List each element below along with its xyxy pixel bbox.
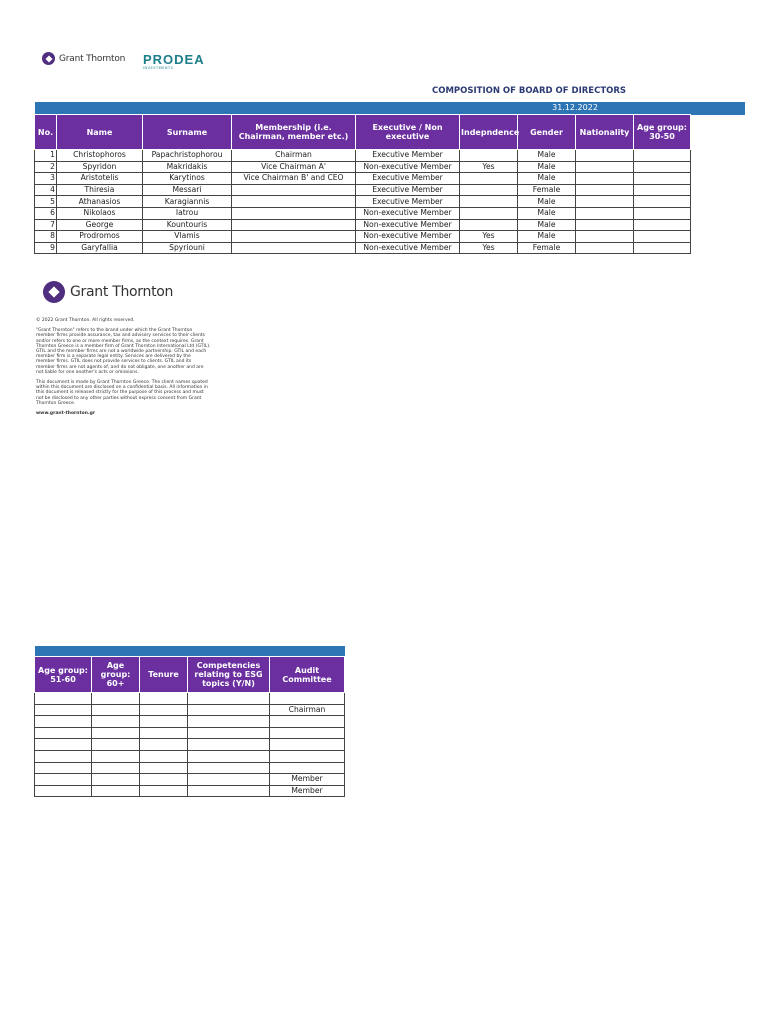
- table-cell: [576, 231, 634, 243]
- table-cell: [634, 184, 691, 196]
- table-cell: Garyfallia: [57, 242, 143, 254]
- table-row: [35, 716, 345, 728]
- table-cell: Thiresia: [57, 184, 143, 196]
- disclaimer-block: [36, 318, 211, 421]
- table-cell: [188, 750, 270, 762]
- grant-thornton-footer-logo: [43, 281, 173, 303]
- table-cell: [460, 173, 518, 185]
- column-header: Name: [57, 115, 143, 150]
- table-row: [35, 704, 345, 716]
- table-cell: [270, 739, 345, 751]
- table-cell: [92, 727, 140, 739]
- prodea-wordmark: PRODEA: [143, 52, 205, 67]
- table-row: [35, 242, 691, 254]
- table-cell: [188, 739, 270, 751]
- table-cell: [634, 150, 691, 162]
- table-cell: Iatrou: [143, 207, 232, 219]
- table-cell: Male: [518, 219, 576, 231]
- table-cell: [188, 693, 270, 705]
- table-cell: [92, 716, 140, 728]
- report-date: 31.12.2022: [552, 103, 598, 112]
- column-header: Executive / Non executive: [356, 115, 460, 150]
- date-band: [35, 102, 691, 115]
- table-cell: [140, 716, 188, 728]
- table-cell: [140, 693, 188, 705]
- table-cell: [188, 716, 270, 728]
- table-row: [35, 739, 345, 751]
- table-cell: [634, 219, 691, 231]
- table-cell: Messari: [143, 184, 232, 196]
- table-cell: 3: [35, 173, 57, 185]
- table-cell: Non-executive Member: [356, 207, 460, 219]
- table-cell: Makridakis: [143, 161, 232, 173]
- table-cell: [35, 693, 92, 705]
- table-cell: [270, 762, 345, 774]
- table-cell: [634, 196, 691, 208]
- table-cell: Member: [270, 774, 345, 786]
- table-cell: [92, 774, 140, 786]
- table-cell: [140, 739, 188, 751]
- table-cell: [576, 242, 634, 254]
- column-header: Tenure: [140, 657, 188, 693]
- table-cell: [576, 207, 634, 219]
- table-cell: Member: [270, 785, 345, 797]
- table-row: [35, 184, 691, 196]
- table-cell: Spyriouni: [143, 242, 232, 254]
- table-row: [35, 762, 345, 774]
- table-cell: Aristotelis: [57, 173, 143, 185]
- column-header: Gender: [518, 115, 576, 150]
- table-cell: [140, 762, 188, 774]
- table-header-row: [35, 115, 691, 150]
- table-cell: [188, 785, 270, 797]
- column-header: Surname: [143, 115, 232, 150]
- table-cell: Male: [518, 207, 576, 219]
- table-cell: [35, 727, 92, 739]
- table-cell: Prodromos: [57, 231, 143, 243]
- table-cell: Vice Chairman A': [232, 161, 356, 173]
- table-cell: Spyridon: [57, 161, 143, 173]
- table-cell: 1: [35, 150, 57, 162]
- table-row: [35, 150, 691, 162]
- table-cell: [270, 716, 345, 728]
- table-cell: [140, 727, 188, 739]
- table-row: [35, 693, 345, 705]
- column-header: Indepndence: [460, 115, 518, 150]
- table-cell: Executive Member: [356, 196, 460, 208]
- table-cell: [270, 693, 345, 705]
- table-cell: [576, 173, 634, 185]
- table-cell: [140, 704, 188, 716]
- table-cell: [634, 161, 691, 173]
- page-title: COMPOSITION OF BOARD OF DIRECTORS: [432, 86, 627, 96]
- table-cell: [576, 196, 634, 208]
- table-cell: [92, 693, 140, 705]
- disclaimer-paragraph-1: "Grant Thornton" refers to the brand under which the Grant Thornton member firms provide assurance, tax and advisory services to their clients and/or refers to one or more member firms, as the context requires. Grant Thornton Greece is a member firm of Grant Thornton International Ltd (GTIL). GTIL and the member firms are not a worldwide partnership. GTIL and each member firm is a separate legal entity. Services are delivered by the member firms. GTIL does not provide services to clients. GTIL and its member firms are not agents of, and do not obligate, one another and are not liable for one another's acts or omissions.: [36, 328, 211, 375]
- table-cell: Male: [518, 231, 576, 243]
- table-cell: [232, 231, 356, 243]
- table-cell: [232, 207, 356, 219]
- table-cell: Yes: [460, 231, 518, 243]
- table-cell: [232, 242, 356, 254]
- table-cell: Yes: [460, 242, 518, 254]
- table-cell: [270, 750, 345, 762]
- table-cell: [460, 184, 518, 196]
- header-band-extension: [690, 102, 745, 115]
- disclaimer-copyright: © 2022 Grant Thornton. All rights reserved.: [36, 318, 135, 323]
- table-cell: Non-executive Member: [356, 161, 460, 173]
- table-cell: [188, 762, 270, 774]
- table-cell: [460, 196, 518, 208]
- table-cell: [92, 762, 140, 774]
- grant-thornton-footer-mark-icon: [43, 281, 65, 303]
- table-cell: [634, 231, 691, 243]
- table-row: [35, 785, 345, 797]
- continued-band: [35, 646, 345, 657]
- table-cell: Non-executive Member: [356, 219, 460, 231]
- table-cell: Yes: [460, 161, 518, 173]
- table-cell: Non-executive Member: [356, 242, 460, 254]
- board-composition-table-continued: [34, 646, 345, 797]
- table-row: [35, 774, 345, 786]
- column-header: Nationality: [576, 115, 634, 150]
- grant-thornton-footer-wordmark: Grant Thornton: [70, 284, 174, 300]
- table-cell: [92, 750, 140, 762]
- table-cell: [35, 739, 92, 751]
- table-cell: [140, 750, 188, 762]
- table-cell: [140, 785, 188, 797]
- table-cell: 6: [35, 207, 57, 219]
- table-row: [35, 196, 691, 208]
- continued-header-row: [35, 657, 345, 693]
- table-cell: [35, 774, 92, 786]
- table-cell: [188, 727, 270, 739]
- board-composition-table: [34, 102, 691, 254]
- table-cell: [188, 704, 270, 716]
- table-cell: 4: [35, 184, 57, 196]
- table-cell: 9: [35, 242, 57, 254]
- table-cell: [576, 219, 634, 231]
- column-header: Competencies relating to ESG topics (Y/N): [188, 657, 270, 693]
- disclaimer-paragraph-2: This document is made by Grant Thornton Greece. The client names quoted within this document are disclosed on a confidential basis. All information in this document is released strictly for the purpose of this process and must not be disclosed to any other parties without express consent from Grant Thornton Greece.: [36, 380, 208, 406]
- table-cell: Executive Member: [356, 173, 460, 185]
- table-row: [35, 161, 691, 173]
- table-cell: Papachristophorou: [143, 150, 232, 162]
- table-row: [35, 727, 345, 739]
- table-cell: [460, 207, 518, 219]
- table-cell: Male: [518, 150, 576, 162]
- table-cell: Executive Member: [356, 184, 460, 196]
- table-cell: Executive Member: [356, 150, 460, 162]
- table-cell: [92, 739, 140, 751]
- table-row: [35, 750, 345, 762]
- column-header: No.: [35, 115, 57, 150]
- column-header: Age group: 60+: [92, 657, 140, 693]
- prodea-subtitle: INVESTMENTS: [143, 66, 174, 70]
- table-cell: [576, 150, 634, 162]
- table-cell: 7: [35, 219, 57, 231]
- column-header: Membership (i.e. Chairman, member etc.): [232, 115, 356, 150]
- table-cell: George: [57, 219, 143, 231]
- table-cell: [140, 774, 188, 786]
- table-cell: [460, 150, 518, 162]
- table-cell: Athanasios: [57, 196, 143, 208]
- table-row: [35, 207, 691, 219]
- table-cell: Male: [518, 196, 576, 208]
- table-cell: [232, 196, 356, 208]
- table-cell: 8: [35, 231, 57, 243]
- table-cell: Karagiannis: [143, 196, 232, 208]
- table-cell: [35, 785, 92, 797]
- table-cell: [634, 242, 691, 254]
- table-row: [35, 219, 691, 231]
- website-link[interactable]: www.grant-thornton.gr: [36, 411, 96, 417]
- table-cell: [35, 716, 92, 728]
- prodea-logo: [143, 52, 205, 70]
- table-cell: Female: [518, 242, 576, 254]
- column-header: Age group: 30-50: [634, 115, 691, 150]
- table-cell: [188, 774, 270, 786]
- table-cell: Chairman: [270, 704, 345, 716]
- table-row: [35, 173, 691, 185]
- grant-thornton-logo: [42, 52, 125, 65]
- table-cell: [576, 161, 634, 173]
- table-cell: Christophoros: [57, 150, 143, 162]
- table-cell: [35, 762, 92, 774]
- table-cell: Vlamis: [143, 231, 232, 243]
- table-cell: [576, 184, 634, 196]
- table-cell: [35, 750, 92, 762]
- table-cell: Non-executive Member: [356, 231, 460, 243]
- table-cell: Chairman: [232, 150, 356, 162]
- table-cell: [92, 704, 140, 716]
- table-cell: Karytinos: [143, 173, 232, 185]
- table-cell: [460, 219, 518, 231]
- table-cell: Vice Chairman B' and CEO: [232, 173, 356, 185]
- table-cell: Kountouris: [143, 219, 232, 231]
- grant-thornton-mark-icon: [42, 52, 55, 65]
- table-cell: [35, 704, 92, 716]
- table-cell: Male: [518, 173, 576, 185]
- table-cell: [92, 785, 140, 797]
- column-header: Audit Committee: [270, 657, 345, 693]
- table-cell: [270, 727, 345, 739]
- column-header: Age group: 51-60: [35, 657, 92, 693]
- table-cell: [232, 184, 356, 196]
- table-cell: Nikolaos: [57, 207, 143, 219]
- table-cell: [634, 207, 691, 219]
- table-cell: Male: [518, 161, 576, 173]
- table-cell: 2: [35, 161, 57, 173]
- table-cell: [634, 173, 691, 185]
- grant-thornton-wordmark: Grant Thornton: [59, 53, 126, 64]
- table-cell: [232, 219, 356, 231]
- table-row: [35, 231, 691, 243]
- table-cell: 5: [35, 196, 57, 208]
- table-cell: Female: [518, 184, 576, 196]
